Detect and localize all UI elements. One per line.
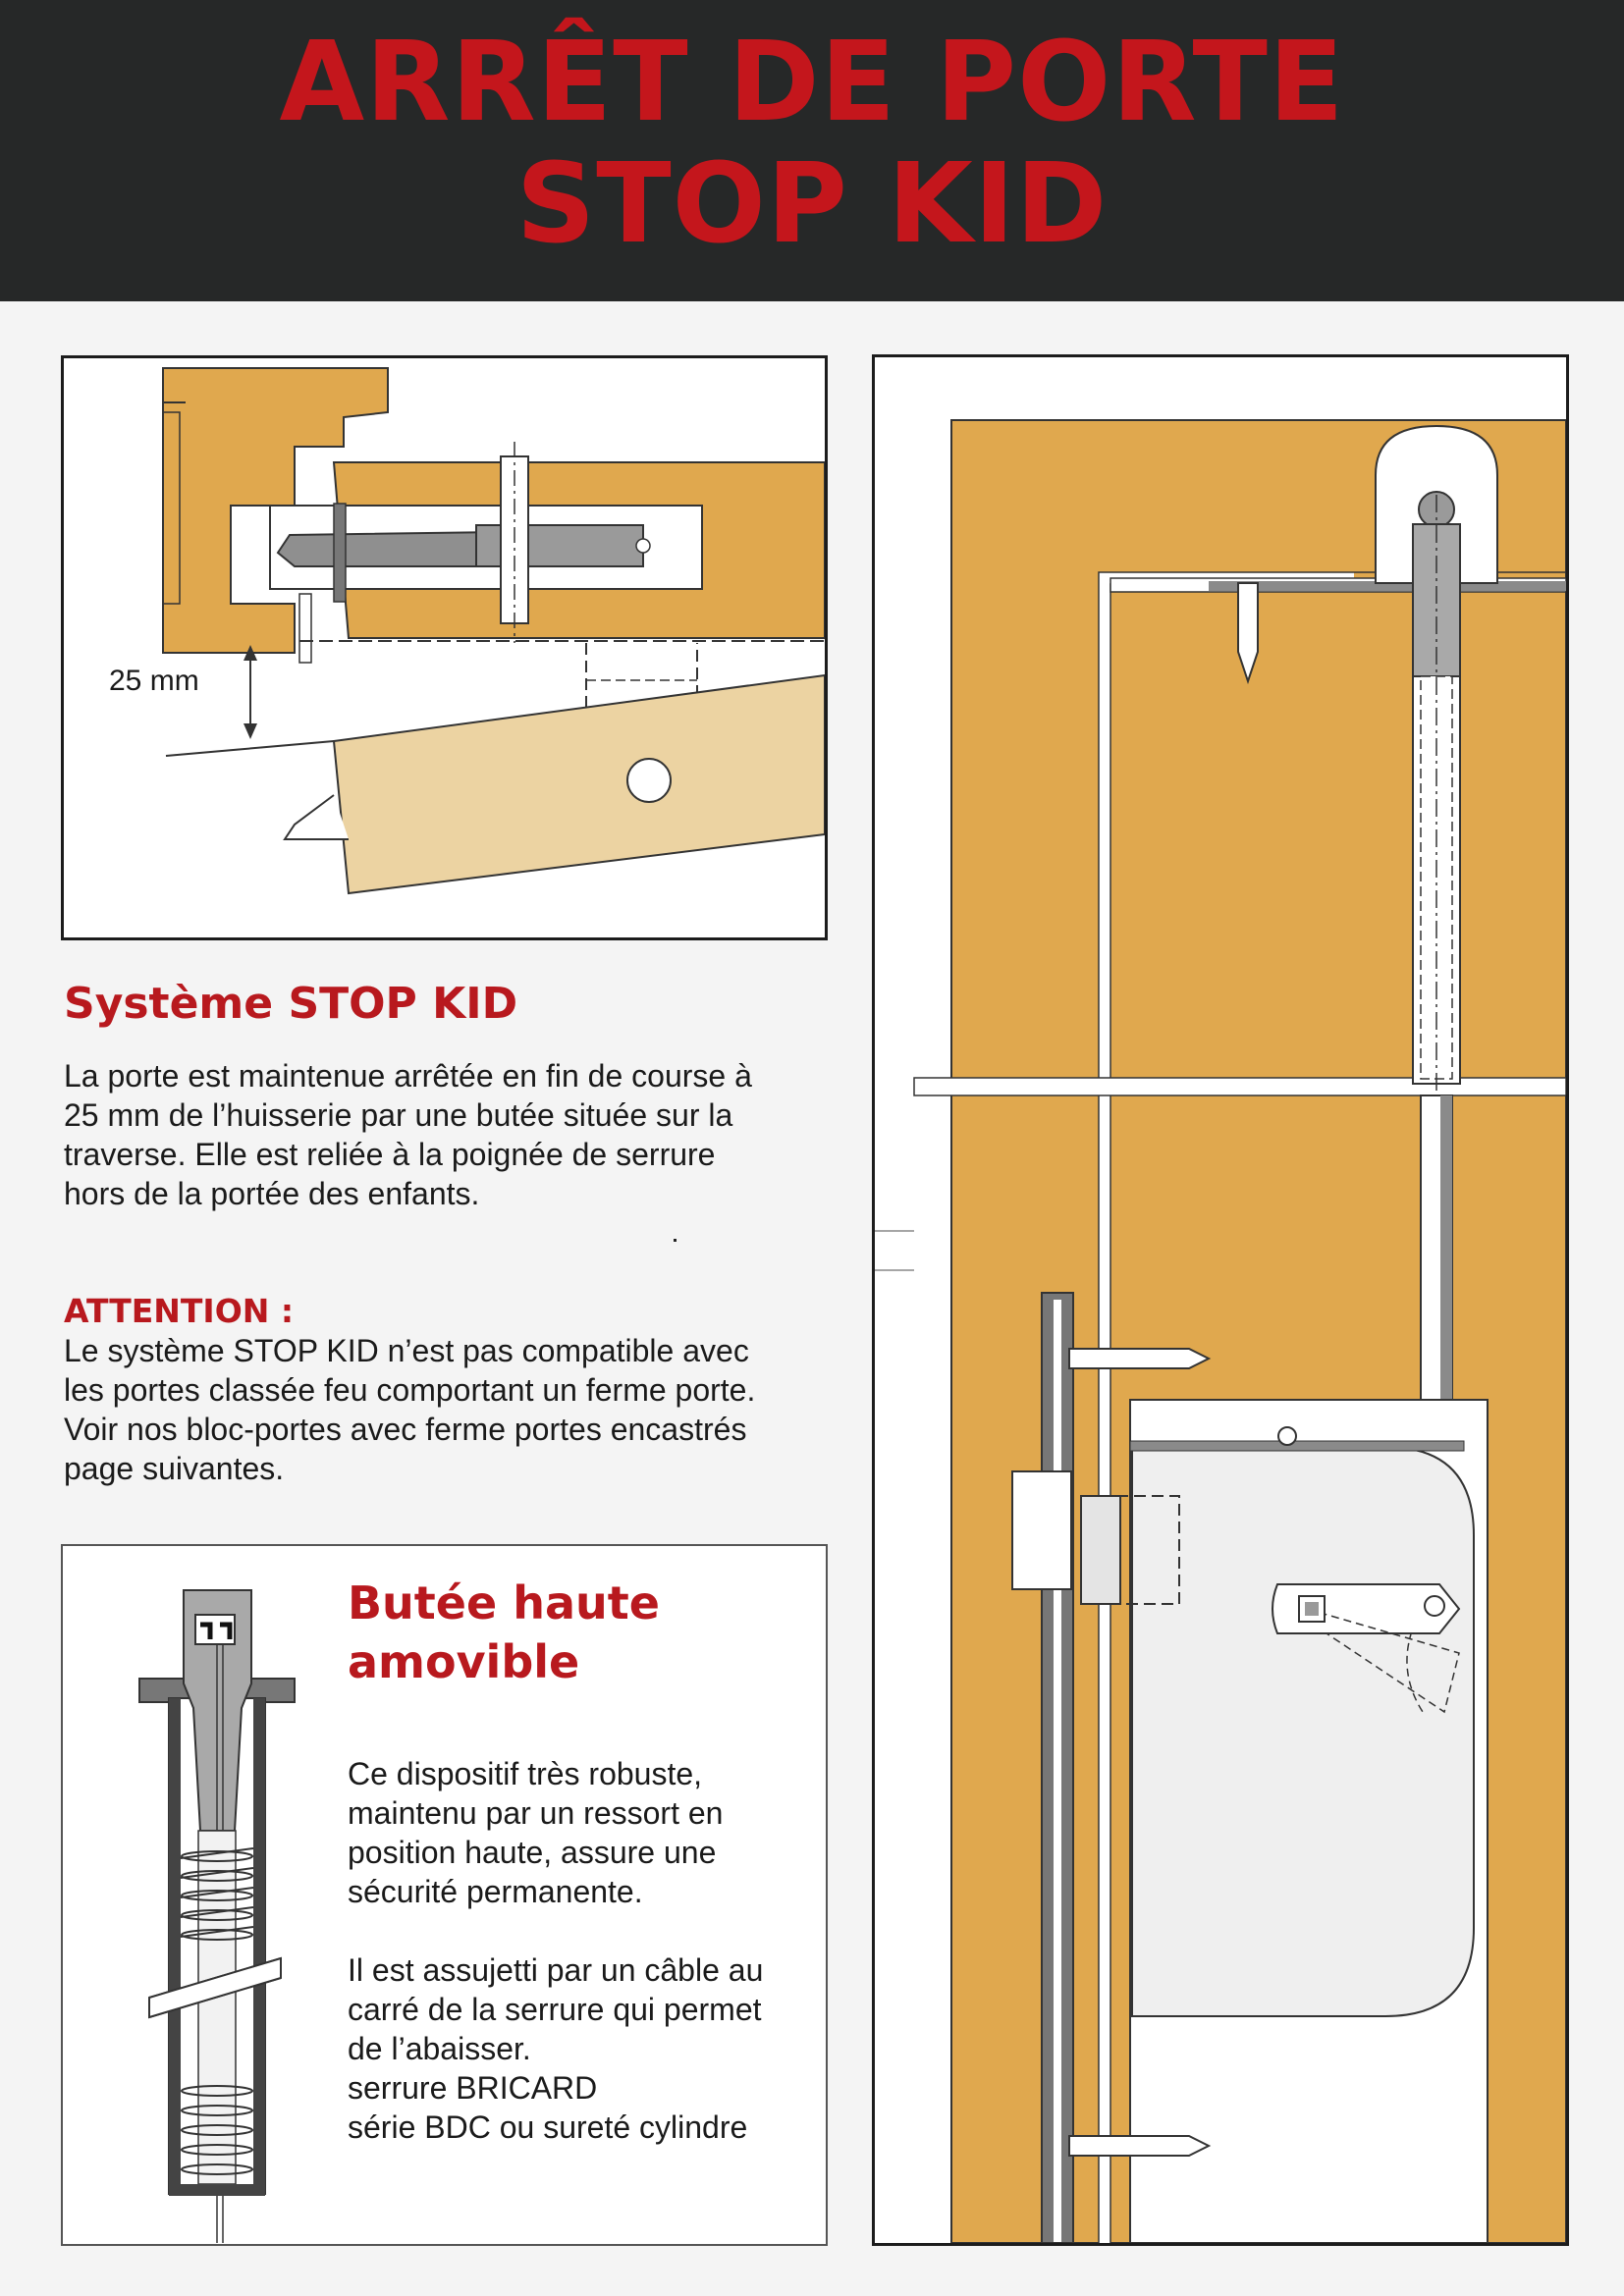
stray-dot	[674, 1239, 677, 1242]
attention-heading: ATTENTION :	[64, 1292, 295, 1330]
door-elevation-diagram	[872, 354, 1569, 2246]
title-line-1: ARRÊT DE PORTE	[279, 19, 1345, 146]
butee-line: position haute, assure une	[348, 1835, 717, 1870]
butee-heading-line-1: Butée haute	[348, 1576, 660, 1629]
top-section-diagram	[61, 355, 828, 940]
system-line: traverse. Elle est reliée à la poignée de serrure	[64, 1137, 716, 1172]
system-line: La porte est maintenue arrêtée en fin de course à	[64, 1058, 752, 1094]
butee-panel	[61, 1544, 828, 2246]
header-banner	[0, 0, 1624, 301]
butee-line: sécurité permanente.	[348, 1874, 643, 1909]
butee-line: Il est assujetti par un câble au	[348, 1952, 764, 1988]
butee-heading	[348, 1574, 660, 1691]
butee-line: Ce dispositif très robuste,	[348, 1756, 703, 1791]
attention-line: page suivantes.	[64, 1451, 285, 1486]
attention-line: les portes classée feu comportant un ferme porte.	[64, 1372, 756, 1408]
dimension-label: 25 mm	[109, 665, 199, 697]
title-line-2: STOP KID	[515, 140, 1109, 268]
system-heading: Système STOP KID	[64, 979, 518, 1029]
attention-line: Le système STOP KID n’est pas compatible avec	[64, 1333, 749, 1368]
butee-heading-line-2: amovible	[348, 1635, 580, 1688]
butee-line: de l’abaisser.	[348, 2031, 531, 2066]
butee-paragraph-2	[348, 1950, 819, 2147]
door-elevation-drawing	[875, 357, 1566, 2243]
butee-paragraph-1	[348, 1754, 819, 1911]
butee-drawing	[63, 1546, 357, 2244]
system-description	[64, 1056, 830, 1213]
butee-line: série BDC ou sureté cylindre	[348, 2109, 748, 2145]
attention-text	[64, 1331, 830, 1488]
top-section-drawing	[64, 358, 825, 937]
system-line: 25 mm de l’huisserie par une butée située sur la	[64, 1097, 733, 1133]
butee-line: maintenu par un ressort en	[348, 1795, 724, 1831]
butee-line: serrure BRICARD	[348, 2070, 598, 2106]
page-title	[0, 19, 1624, 268]
butee-line: carré de la serrure qui permet	[348, 1992, 762, 2027]
attention-line: Voir nos bloc-portes avec ferme portes encastrés	[64, 1412, 747, 1447]
system-line: hors de la portée des enfants.	[64, 1176, 480, 1211]
